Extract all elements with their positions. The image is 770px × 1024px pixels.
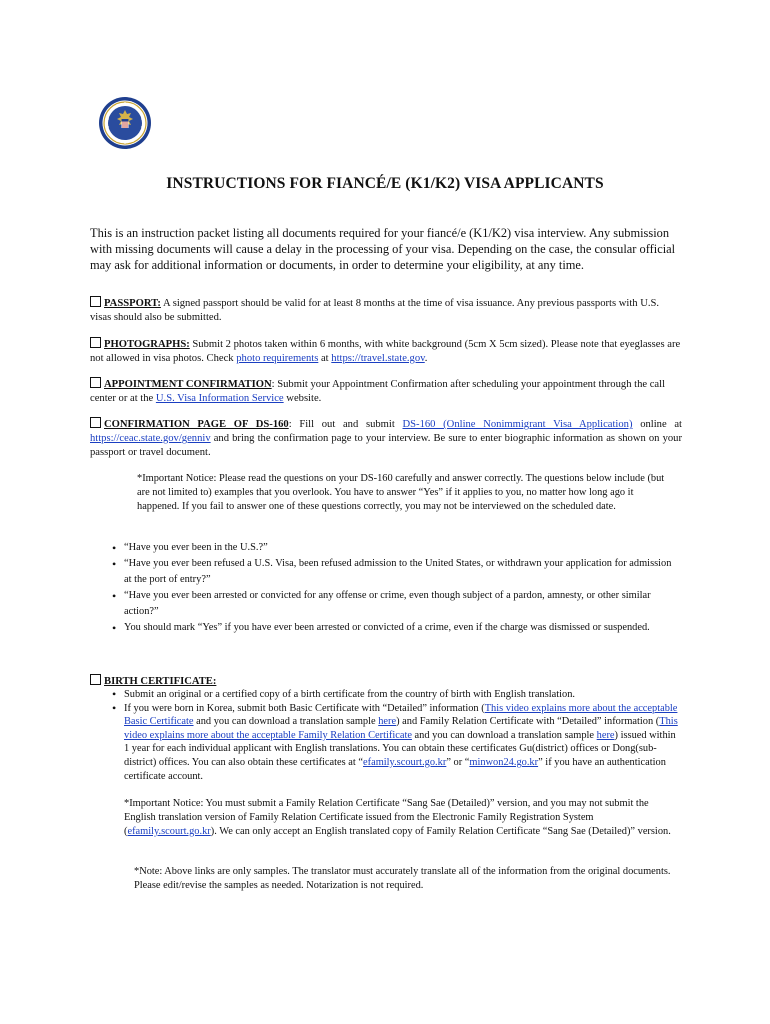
photographs-text: . — [424, 353, 428, 364]
embassy-seal-icon — [98, 96, 152, 150]
birth-text: If you were born in Korea, submit both Basic Certificate with “Detailed” information ( — [124, 702, 485, 714]
appointment-item — [90, 377, 682, 406]
ceac-genniv-link[interactable]: https://ceac.state.gov/genniv — [90, 433, 211, 444]
birth-text: ) issued within 1 year for each individual applicant with English translations. You can obtain these certificates Gu(district) offices or Dong(sub-district) offices. You can also obtain these certificates at “ — [124, 729, 676, 768]
travel-state-gov-link[interactable]: https://travel.state.gov — [331, 353, 425, 364]
birth-certificate-heading: BIRTH CERTIFICATE: — [104, 676, 217, 687]
checkbox-icon[interactable] — [90, 377, 101, 388]
appointment-text: : Submit your Appointment Confirmation after scheduling your appointment through the call center or at the — [90, 379, 666, 404]
ds160-heading: CONFIRMATION PAGE OF DS-160 — [104, 419, 289, 430]
ds160-notice: *Important Notice: Please read the questions on your DS-160 carefully and answer correctly. The questions below include (but are not limited to) examples that you overlook. You have to answer “Yes” if it applies to you, no matter how long ago it happened. If you fail to answer one of these questions correctly, you may not be interviewed on the scheduled date. — [137, 473, 665, 512]
passport-item — [90, 296, 682, 325]
ds160-question-list — [110, 540, 680, 636]
photo-requirements-link[interactable]: photo requirements — [236, 353, 319, 364]
birth-certificate-list — [110, 688, 680, 783]
photographs-text: at — [318, 353, 332, 364]
list-item: • “Have you ever been in the U.S.?” — [110, 540, 680, 556]
visa-information-service-link[interactable]: U.S. Visa Information Service — [155, 393, 284, 404]
family-certificate-video-link[interactable]: This video explains more about the acceptable Family Relation Certificate — [124, 716, 678, 741]
birth-notice-text: ). We can only accept an English translated copy of Family Relation Certificate “Sang Sae (Detailed)” version. — [210, 826, 671, 837]
photographs-item — [90, 337, 682, 366]
birth-text: and you can download a translation sample — [193, 716, 379, 728]
family-translation-sample-link[interactable]: here — [596, 729, 615, 741]
page-title: INSTRUCTIONS FOR FIANCÉ/E (K1/K2) VISA APPLICANTS — [166, 175, 604, 192]
ds160-application-link[interactable]: DS-160 (Online Nonimmigrant Visa Application) — [402, 419, 633, 430]
birth-certificate-item — [90, 674, 682, 689]
ds160-text: and bring the confirmation page to your interview. Be sure to enter biographic information as shown on your passport or travel document. — [90, 433, 682, 458]
checkbox-icon[interactable] — [90, 417, 101, 428]
birth-sample-note: *Note: Above links are only samples. The translator must accurately translate all of the information from the original documents. Please edit/revise the samples as needed. Notarization is not required. — [134, 866, 671, 891]
list-item — [110, 702, 680, 784]
ds160-text: online at — [632, 419, 682, 430]
list-item: • You should mark “Yes” if you have ever been arrested or convicted of a crime, even if the charge was dismissed or suspended. — [110, 620, 680, 636]
birth-important-notice — [124, 797, 680, 839]
checkbox-icon[interactable] — [90, 296, 101, 307]
list-item: • Submit an original or a certified copy of a birth certificate from the country of birth with English translation. — [110, 688, 680, 702]
ds160-item — [90, 417, 682, 460]
birth-text: ) and Family Relation Certificate with “Detailed” information ( — [396, 716, 660, 728]
passport-text: A signed passport should be valid for at least 8 months at the time of visa issuance. Any previous passports with U.S. visas should also be submitted. — [90, 298, 660, 323]
appointment-heading: APPOINTMENT CONFIRMATION — [104, 379, 272, 390]
checkbox-icon[interactable] — [90, 337, 101, 348]
basic-translation-sample-link[interactable]: here — [378, 716, 397, 728]
efamily-notice-link[interactable]: efamily.scourt.go.kr — [127, 826, 211, 837]
intro-paragraph: This is an instruction packet listing all documents required for your fiancé/e (K1/K2) visa interview. Any submission with missing documents will cause a delay in the processing of your visa. Depending on the case, the consular official may ask for additional information or documents, in order to determine your eligibility, at any time. — [90, 226, 676, 272]
birth-notice-text: *Important Notice: You must submit a Family Relation Certificate “Sang Sae (Detailed)” version, and you may not submit the English translation version of Family Relation Certificate issued from the Electronic Family Registration System ( — [124, 798, 649, 837]
efamily-link[interactable]: efamily.scourt.go.kr — [363, 756, 447, 768]
ds160-text: : Fill out and submit — [288, 419, 403, 430]
appointment-text: website. — [283, 393, 322, 404]
birth-text: ” or “ — [446, 756, 470, 768]
minwon24-link[interactable]: minwon24.go.kr — [469, 756, 539, 768]
photographs-heading: PHOTOGRAPHS: — [104, 339, 190, 350]
list-item: • “Have you ever been arrested or convicted for any offense or crime, even though subject of a pardon, amnesty, or other similar action?” — [110, 588, 680, 620]
list-item: • “Have you ever been refused a U.S. Visa, been refused admission to the United States, or withdrawn your application for admission at the port of entry?” — [110, 556, 680, 588]
checkbox-icon[interactable] — [90, 674, 101, 685]
birth-text: ” if you have an authentication certificate account. — [124, 756, 666, 782]
photographs-text: Submit 2 photos taken within 6 months, with white background (5cm X 5cm sized). Please note that eyeglasses are not allowed in visa photos. Check — [90, 339, 681, 364]
birth-text: and you can download a translation sample — [411, 729, 597, 741]
basic-certificate-video-link[interactable]: This video explains more about the acceptable Basic Certificate — [124, 702, 678, 728]
passport-heading: PASSPORT: — [104, 298, 161, 309]
